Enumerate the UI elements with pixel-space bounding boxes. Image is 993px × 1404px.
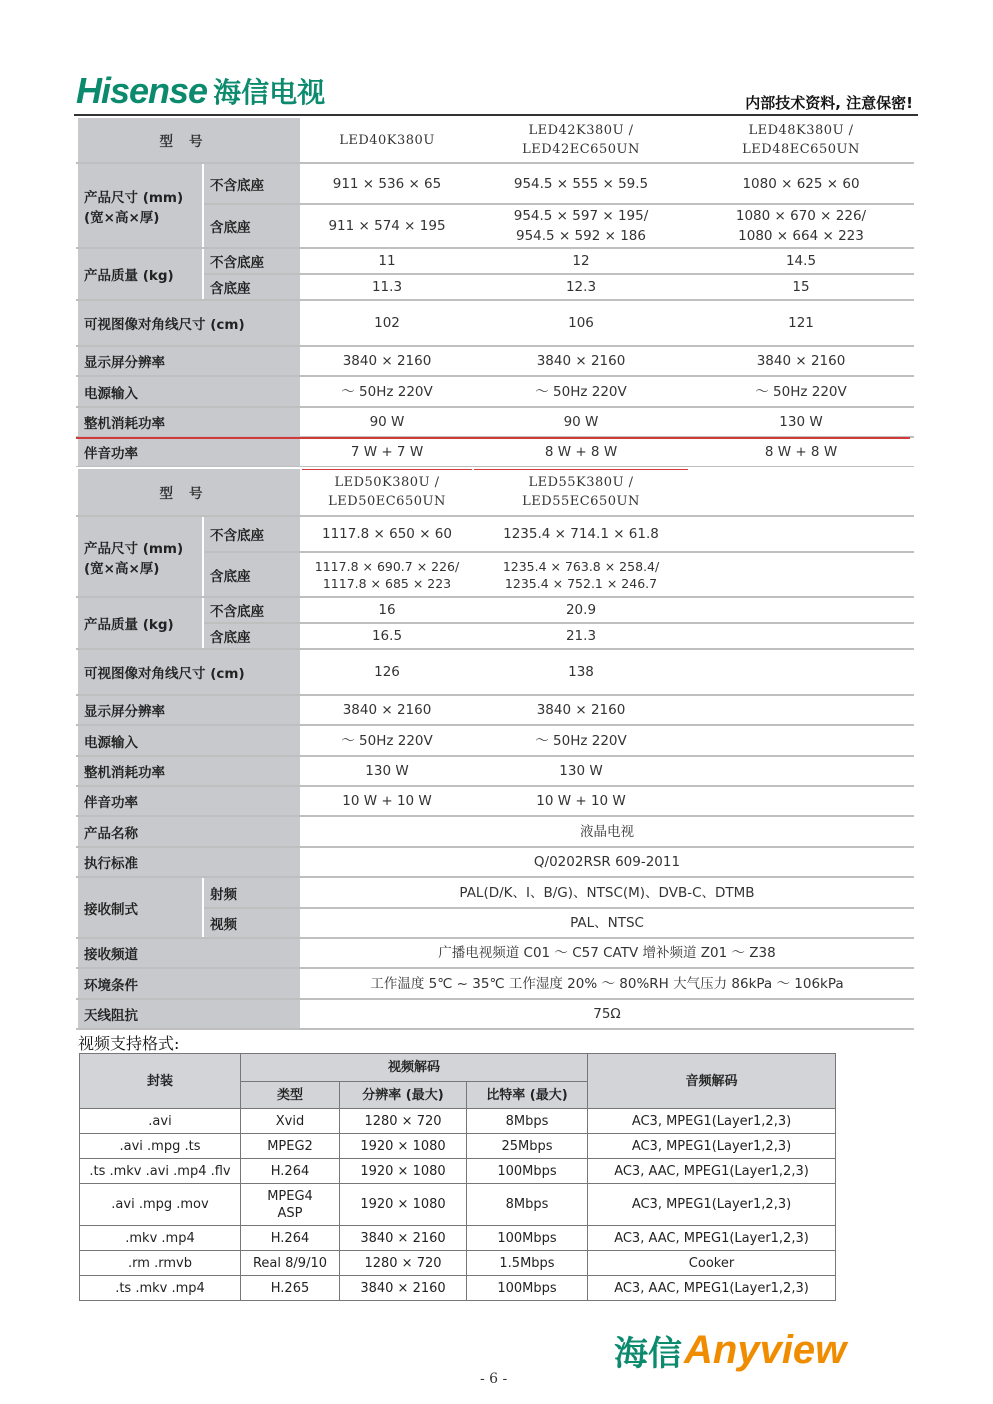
cell-type: Real 8/9/10 [241, 1251, 340, 1276]
standard-value: Q/0202RSR 609-2011 [301, 847, 913, 877]
cell-type: H.264 [241, 1159, 340, 1184]
table-row [80, 1276, 836, 1301]
audio-power-value: 8 W + 8 W [473, 437, 689, 467]
cell-container: .ts .mkv .mp4 [80, 1276, 241, 1301]
cell-resolution: 1920 × 1080 [340, 1134, 467, 1159]
empty-cell [689, 516, 913, 552]
rf-value: PAL(D/K、I、B/G)、NTSC(M)、DVB-C、DTMB [301, 877, 913, 908]
resolution-label: 显示屏分辨率 [77, 346, 301, 376]
model-name: LED55K380U / LED55EC650UN [473, 468, 689, 516]
cell-bitrate: 25Mbps [467, 1134, 588, 1159]
size-label: 产品尺寸 (mm) (宽×高×厚) [77, 163, 203, 248]
empty-cell [689, 786, 913, 816]
model-label: 型号 [77, 117, 301, 163]
cell-resolution: 1280 × 720 [340, 1251, 467, 1276]
empty-cell [689, 552, 913, 597]
cell-bitrate: 8Mbps [467, 1109, 588, 1134]
cell-container: .ts .mkv .avi .mp4 .flv [80, 1159, 241, 1184]
size-with-stand: 1117.8 × 690.7 × 226/ 1117.8 × 685 × 223 [301, 552, 473, 597]
size-without-stand: 1117.8 × 650 × 60 [301, 516, 473, 552]
spec-table-1 [76, 116, 914, 468]
size-with-stand: 1235.4 × 763.8 × 258.4/ 1235.4 × 752.1 × 246.7 [473, 552, 689, 597]
consumption-value: 90 W [473, 407, 689, 437]
brand-name: Hisense [76, 70, 208, 111]
audio-power-value: 10 W + 10 W [301, 786, 473, 816]
cell-resolution: 3840 × 2160 [340, 1276, 467, 1301]
weight-with-stand: 15 [689, 274, 913, 300]
audio-power-value: 10 W + 10 W [473, 786, 689, 816]
cell-bitrate: 100Mbps [467, 1159, 588, 1184]
without-stand-label: 不含底座 [203, 163, 301, 204]
weight-with-stand: 16.5 [301, 623, 473, 649]
audio-power-label: 伴音功率 [77, 786, 301, 816]
anyview-logo [614, 1326, 846, 1375]
weight-with-stand: 12.3 [473, 274, 689, 300]
col-resolution: 分辨率 (最大) [340, 1082, 467, 1109]
empty-cell [689, 468, 913, 516]
weight-with-stand: 11.3 [301, 274, 473, 300]
weight-without-stand: 12 [473, 248, 689, 274]
cell-container: .rm .rmvb [80, 1251, 241, 1276]
environment-label: 环境条件 [77, 968, 301, 999]
environment-value: 工作温度 5℃ ~ 35℃ 工作湿度 20% ～ 80%RH 大气压力 86kPa ～ 106kPa [301, 968, 913, 999]
cell-bitrate: 100Mbps [467, 1276, 588, 1301]
cell-bitrate: 1.5Mbps [467, 1251, 588, 1276]
page-number: - 6 - [480, 1371, 508, 1387]
cell-audio: Cooker [588, 1251, 836, 1276]
video-formats-heading: 视频支持格式: [78, 1034, 180, 1053]
cell-type: Xvid [241, 1109, 340, 1134]
spec-table-2 [76, 467, 914, 1030]
cell-audio: AC3, AAC, MPEG1(Layer1,2,3) [588, 1226, 836, 1251]
power-input-value: ～ 50Hz 220V [301, 725, 473, 756]
consumption-label: 整机消耗功率 [77, 407, 301, 437]
with-stand-label: 含底座 [203, 552, 301, 597]
resolution-label: 显示屏分辨率 [77, 695, 301, 725]
size-without-stand: 1235.4 × 714.1 × 61.8 [473, 516, 689, 552]
empty-cell [689, 725, 913, 756]
resolution-value: 3840 × 2160 [301, 346, 473, 376]
resolution-value: 3840 × 2160 [689, 346, 913, 376]
cell-audio: AC3, AAC, MPEG1(Layer1,2,3) [588, 1159, 836, 1184]
size-without-stand: 911 × 536 × 65 [301, 163, 473, 204]
table-row [80, 1109, 836, 1134]
hisense-logo [76, 70, 325, 112]
audio-power-value: 8 W + 8 W [689, 437, 913, 467]
col-type: 类型 [241, 1082, 340, 1109]
video-formats-table [79, 1053, 836, 1301]
table-row [80, 1251, 836, 1276]
channel-value: 广播电视频道 C01 ～ C57 CATV 增补频道 Z01 ～ Z38 [301, 938, 913, 968]
footer-brand-cn: 海信 [614, 1334, 682, 1374]
with-stand-label: 含底座 [203, 274, 301, 300]
cell-audio: AC3, MPEG1(Layer1,2,3) [588, 1109, 836, 1134]
empty-cell [689, 623, 913, 649]
diagonal-value: 121 [689, 300, 913, 346]
power-input-value: ～ 50Hz 220V [689, 376, 913, 407]
table-row [80, 1134, 836, 1159]
antenna-label: 天线阻抗 [77, 999, 301, 1029]
weight-without-stand: 16 [301, 597, 473, 623]
col-video-decode: 视频解码 [241, 1054, 588, 1082]
diagonal-value: 102 [301, 300, 473, 346]
consumption-label: 整机消耗功率 [77, 756, 301, 786]
cell-audio: AC3, MPEG1(Layer1,2,3) [588, 1184, 836, 1226]
rf-label: 射频 [203, 877, 301, 908]
size-label: 产品尺寸 (mm) (宽×高×厚) [77, 516, 203, 597]
video-formats-body [80, 1109, 836, 1301]
power-input-value: ～ 50Hz 220V [473, 725, 689, 756]
table-row [80, 1184, 836, 1226]
empty-cell [689, 597, 913, 623]
consumption-value: 130 W [301, 756, 473, 786]
diagonal-label: 可视图像对角线尺寸 (cm) [77, 649, 301, 695]
model-name: LED50K380U / LED50EC650UN [301, 468, 473, 516]
video-label: 视频 [203, 908, 301, 938]
weight-label: 产品质量 (kg) [77, 248, 203, 300]
receive-system-label: 接收制式 [77, 877, 203, 938]
weight-with-stand: 21.3 [473, 623, 689, 649]
cell-resolution: 1920 × 1080 [340, 1184, 467, 1226]
col-audio-decode: 音频解码 [588, 1054, 836, 1109]
power-input-value: ～ 50Hz 220V [473, 376, 689, 407]
empty-cell [689, 756, 913, 786]
cell-resolution: 1280 × 720 [340, 1109, 467, 1134]
model-label: 型号 [77, 468, 301, 516]
cell-container: .avi .mpg .mov [80, 1184, 241, 1226]
col-bitrate: 比特率 (最大) [467, 1082, 588, 1109]
table-row [80, 1159, 836, 1184]
col-container: 封装 [80, 1054, 241, 1109]
channel-label: 接收频道 [77, 938, 301, 968]
antenna-value: 75Ω [301, 999, 913, 1029]
resolution-value: 3840 × 2160 [473, 695, 689, 725]
audio-power-label: 伴音功率 [77, 437, 301, 467]
diagonal-label: 可视图像对角线尺寸 (cm) [77, 300, 301, 346]
cell-bitrate: 8Mbps [467, 1184, 588, 1226]
cell-type: MPEG4 ASP [241, 1184, 340, 1226]
resolution-value: 3840 × 2160 [301, 695, 473, 725]
cell-audio: AC3, AAC, MPEG1(Layer1,2,3) [588, 1276, 836, 1301]
cell-container: .avi .mpg .ts [80, 1134, 241, 1159]
power-input-value: ～ 50Hz 220V [301, 376, 473, 407]
without-stand-label: 不含底座 [203, 248, 301, 274]
product-name-label: 产品名称 [77, 816, 301, 847]
cell-resolution: 3840 × 2160 [340, 1226, 467, 1251]
table-row [80, 1226, 836, 1251]
empty-cell [689, 649, 913, 695]
model-name: LED42K380U / LED42EC650UN [473, 117, 689, 163]
size-without-stand: 954.5 × 555 × 59.5 [473, 163, 689, 204]
cell-type: MPEG2 [241, 1134, 340, 1159]
weight-without-stand: 14.5 [689, 248, 913, 274]
diagonal-value: 138 [473, 649, 689, 695]
cell-resolution: 1920 × 1080 [340, 1159, 467, 1184]
power-input-label: 电源输入 [77, 376, 301, 407]
cell-container: .mkv .mp4 [80, 1226, 241, 1251]
weight-label: 产品质量 (kg) [77, 597, 203, 649]
empty-cell [689, 695, 913, 725]
footer-brand-en: Anyview [684, 1328, 847, 1372]
power-input-label: 电源输入 [77, 725, 301, 756]
size-without-stand: 1080 × 625 × 60 [689, 163, 913, 204]
size-with-stand: 911 × 574 × 195 [301, 204, 473, 248]
weight-without-stand: 20.9 [473, 597, 689, 623]
consumption-value: 130 W [689, 407, 913, 437]
highlight-line [76, 437, 910, 439]
cell-type: H.265 [241, 1276, 340, 1301]
model-name: LED40K380U [301, 117, 473, 163]
cell-bitrate: 100Mbps [467, 1226, 588, 1251]
brand-name-cn: 海信电视 [213, 76, 326, 109]
cell-container: .avi [80, 1109, 241, 1134]
standard-label: 执行标准 [77, 847, 301, 877]
weight-without-stand: 11 [301, 248, 473, 274]
size-with-stand: 1080 × 670 × 226/ 1080 × 664 × 223 [689, 204, 913, 248]
cell-audio: AC3, MPEG1(Layer1,2,3) [588, 1134, 836, 1159]
with-stand-label: 含底座 [203, 623, 301, 649]
video-value: PAL、NTSC [301, 908, 913, 938]
cell-type: H.264 [241, 1226, 340, 1251]
audio-power-value: 7 W + 7 W [301, 437, 473, 467]
product-name-value: 液晶电视 [301, 816, 913, 847]
resolution-value: 3840 × 2160 [473, 346, 689, 376]
size-with-stand: 954.5 × 597 × 195/ 954.5 × 592 × 186 [473, 204, 689, 248]
consumption-value: 90 W [301, 407, 473, 437]
diagonal-value: 106 [473, 300, 689, 346]
without-stand-label: 不含底座 [203, 516, 301, 552]
with-stand-label: 含底座 [203, 204, 301, 248]
confidential-notice: 内部技术资料, 注意保密! [745, 94, 913, 112]
without-stand-label: 不含底座 [203, 597, 301, 623]
diagonal-value: 126 [301, 649, 473, 695]
model-name: LED48K380U / LED48EC650UN [689, 117, 913, 163]
consumption-value: 130 W [473, 756, 689, 786]
